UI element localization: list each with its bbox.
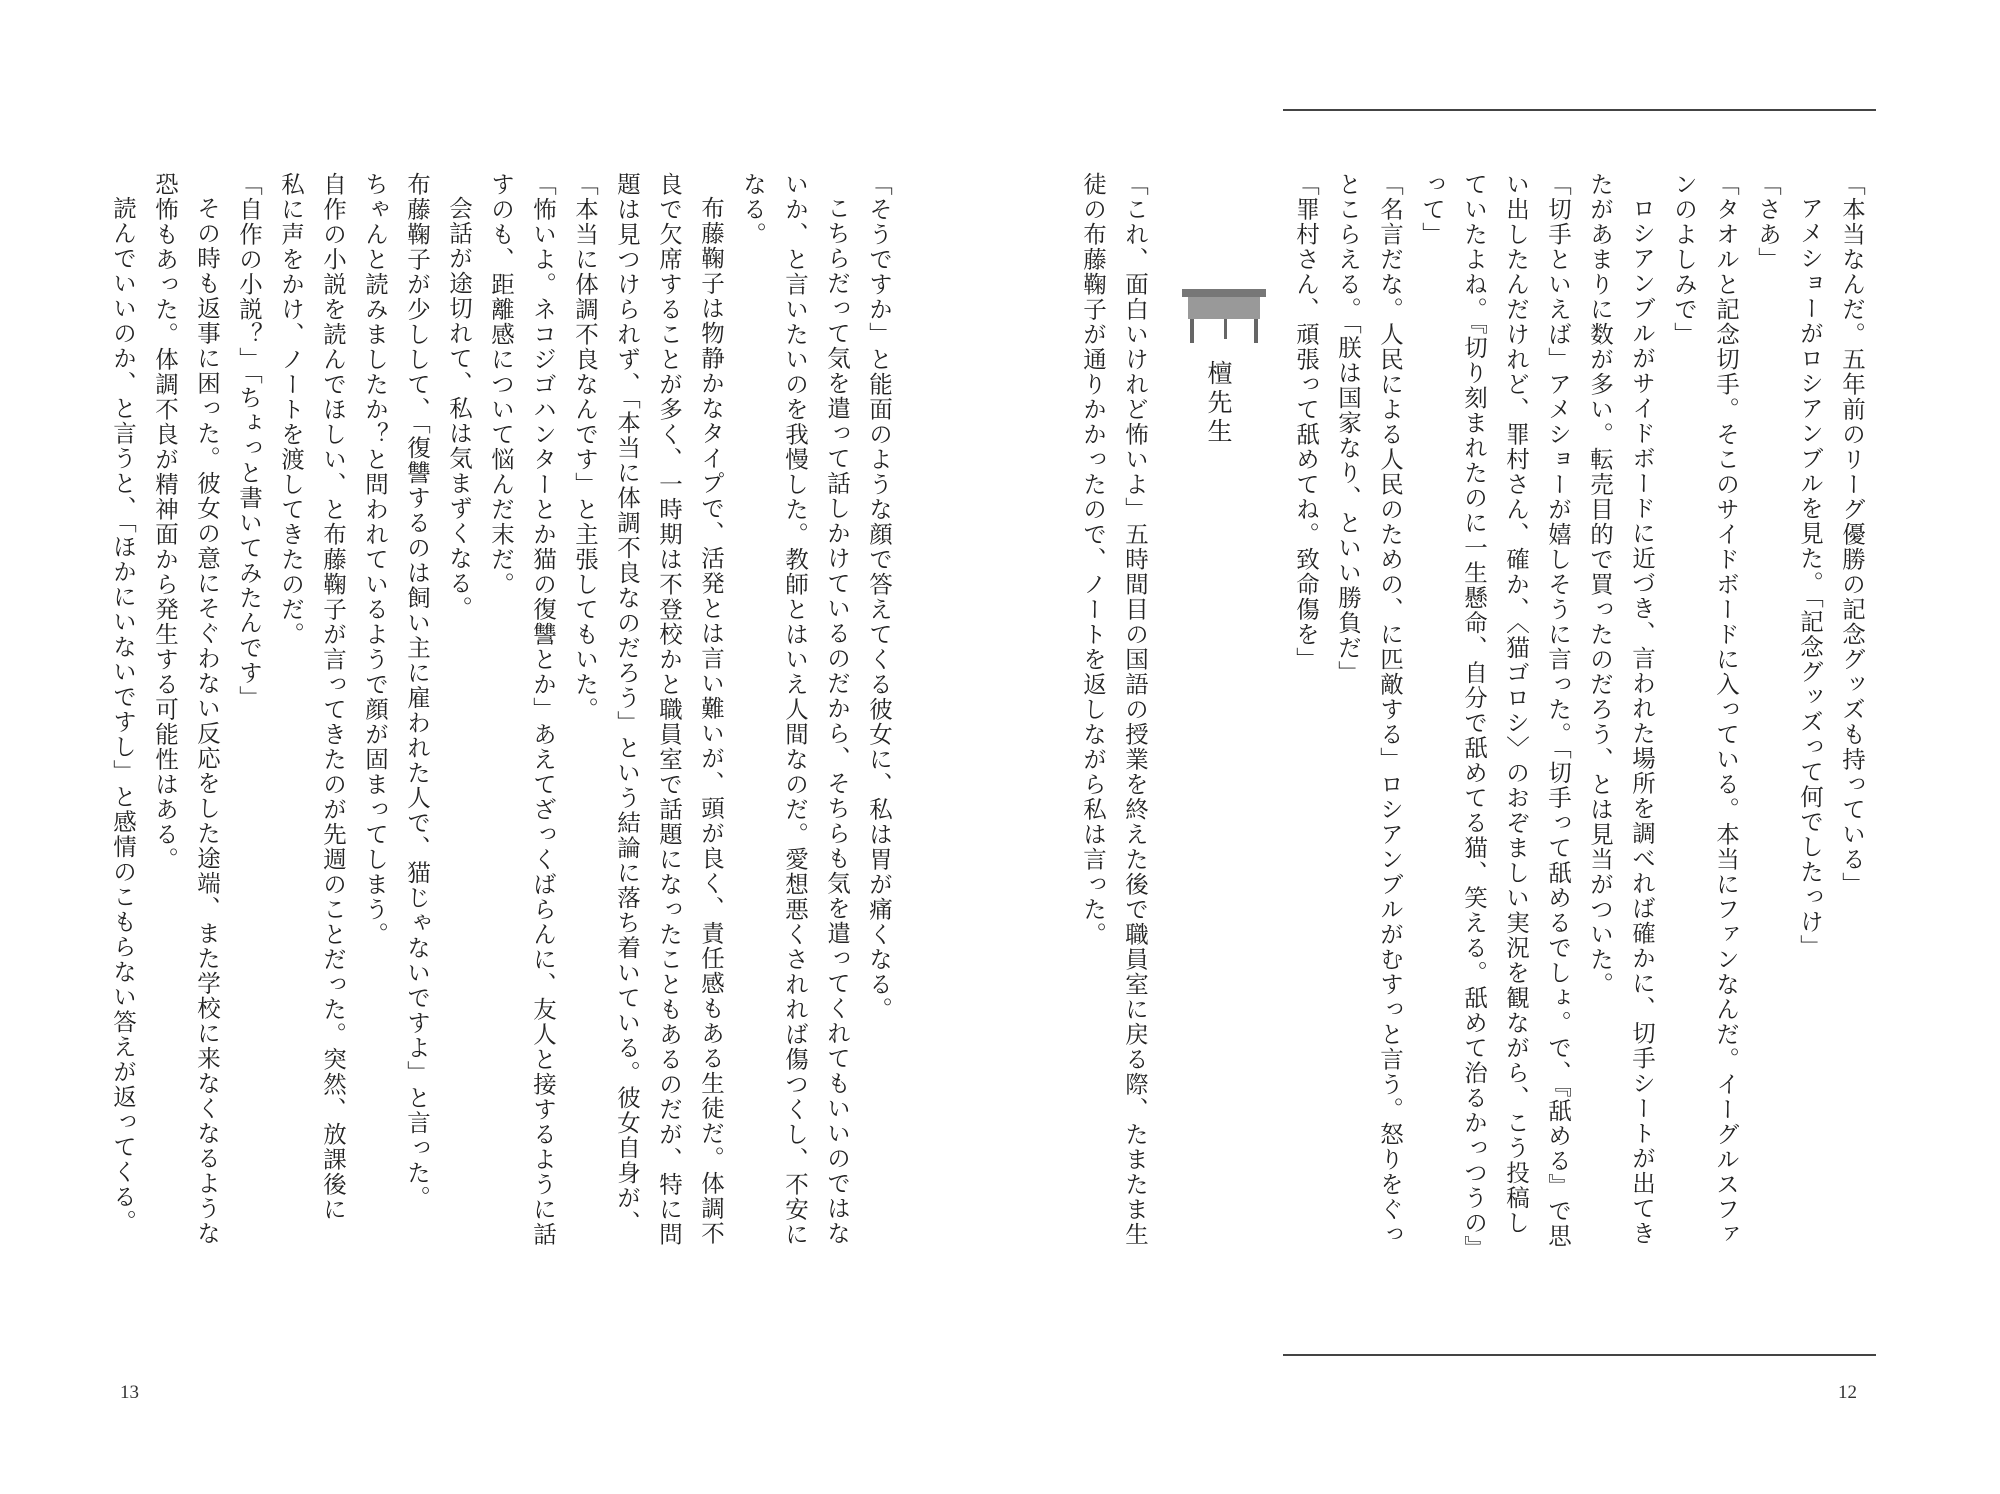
text-line: 徒の布藤鞠子が通りかかったので、ノートを返しながら私は言った。	[1079, 172, 1107, 947]
left-page-text	[102, 172, 900, 1247]
heading-section-text	[1072, 172, 1156, 1247]
text-line: って」	[1418, 172, 1446, 247]
text-line: とこらえる。「朕は国家なり、といい勝負だ」	[1334, 172, 1362, 686]
text-line: その時も返事に困った。彼女の意にそぐわない反応をした途端、また学校に来なくなるような	[193, 196, 221, 1246]
text-line: ていたよね。『切り刻まれたのに一生懸命、自分で舐めてる猫、笑える。舐めて治るかっつうの』	[1460, 172, 1488, 1261]
page-number-left: 13	[120, 1382, 139, 1403]
text-line: 「本当に体調不良なんです」と主張してもいた。	[571, 172, 599, 722]
text-line: 良で欠席することが多く、一時期は不登校かと職員室で話題になったこともあるのだが、特に問	[655, 172, 683, 1247]
text-line: 「名言だな。人民による人民のための、に匹敵する」ロシアンブルがむすっと言う。怒りをぐっ	[1376, 172, 1404, 1247]
text-line: 「これ、面白いけれど怖いよ」五時間目の国語の授業を終えた後で職員室に戻る際、たまたま生	[1121, 172, 1149, 1247]
text-line: ンのよしみで」	[1670, 172, 1698, 347]
text-line: 「本当なんだ。五年前のリーグ優勝の記念グッズも持っている」	[1838, 172, 1866, 897]
text-line: たがあまりに数が多い。転売目的で買ったのだろう、とは見当がついた。	[1586, 172, 1614, 997]
text-line: 会話が途切れて、私は気まずくなる。	[445, 196, 473, 621]
top-rule	[1283, 109, 1876, 111]
text-line: 「タオルと記念切手。そこのサイドボードに入っている。本当にファンなんだ。イーグルスファ	[1712, 172, 1740, 1247]
text-line: 「さあ」	[1754, 172, 1782, 272]
text-line: なる。	[739, 172, 767, 247]
text-line: こちらだって気を遣って話しかけているのだから、そちらも気を遣ってくれてもいいのではな	[823, 196, 851, 1246]
text-line: 布藤鞠子は物静かなタイプで、活発とは言い難いが、頭が良く、責任感もある生徒だ。体調不	[697, 196, 725, 1246]
section-heading: 檀先生	[1204, 360, 1233, 447]
text-line: 私に声をかけ、ノートを渡してきたのだ。	[277, 172, 305, 647]
text-line: 「切手といえば」アメショーが嬉しそうに言った。「切手って舐めるでしょ。で、『舐める』で思	[1544, 172, 1572, 1249]
text-line: 恐怖もあった。体調不良が精神面から発生する可能性はある。	[151, 172, 179, 872]
text-line: 自作の小説を読んでほしい、と布藤鞠子が言ってきたのが先週のことだった。突然、放課後に	[319, 172, 347, 1222]
text-line: 「自作の小説？」「ちょっと書いてみたんです」	[235, 172, 263, 711]
bottom-rule	[1283, 1354, 1876, 1356]
text-line: 読んでいいのか、と言うと、「ほかにいないですし」と感情のこもらない答えが返ってくる。	[109, 196, 137, 1235]
text-line: ちゃんと読みましたか？と問われているようで顔が固まってしまう。	[361, 172, 389, 947]
text-line: い出したんだけれど、罪村さん、確か、〈猫ゴロシ〉のおぞましい実況を観ながら、こう投稿し	[1502, 172, 1530, 1236]
right-page-text	[1285, 172, 1873, 1260]
page-number-right: 12	[1838, 1382, 1857, 1403]
text-line: いか、と言いたいのを我慢した。教師とはいえ人間なのだ。愛想悪くされれば傷つくし、不安に	[781, 172, 809, 1247]
text-line: 「そうですか」と能面のような顔で答えてくる彼女に、私は胃が痛くなる。	[865, 172, 893, 1022]
text-line: すのも、距離感について悩んだ末だ。	[487, 172, 515, 597]
text-line: ロシアンブルがサイドボードに近づき、言われた場所を調べれば確かに、切手シートが出てき	[1628, 196, 1656, 1246]
text-line: 布藤鞠子が少しして、「復讐するのは飼い主に雇われた人で、猫じゃないですよ」と言った。	[403, 172, 431, 1211]
text-line: アメショーがロシアンブルを見た。「記念グッズって何でしたっけ」	[1796, 196, 1824, 960]
desk-icon	[1180, 285, 1268, 347]
text-line: 「怖いよ。ネコジゴハンターとか猫の復讐とか」あえてざっくばらんに、友人と接するように話	[529, 172, 557, 1247]
text-line: 「罪村さん、頑張って舐めてね。致命傷を」	[1292, 172, 1320, 672]
text-line: 題は見つけられず、「本当に体調不良なのだろう」という結論に落ち着いている。彼女自身が、	[613, 172, 641, 1236]
